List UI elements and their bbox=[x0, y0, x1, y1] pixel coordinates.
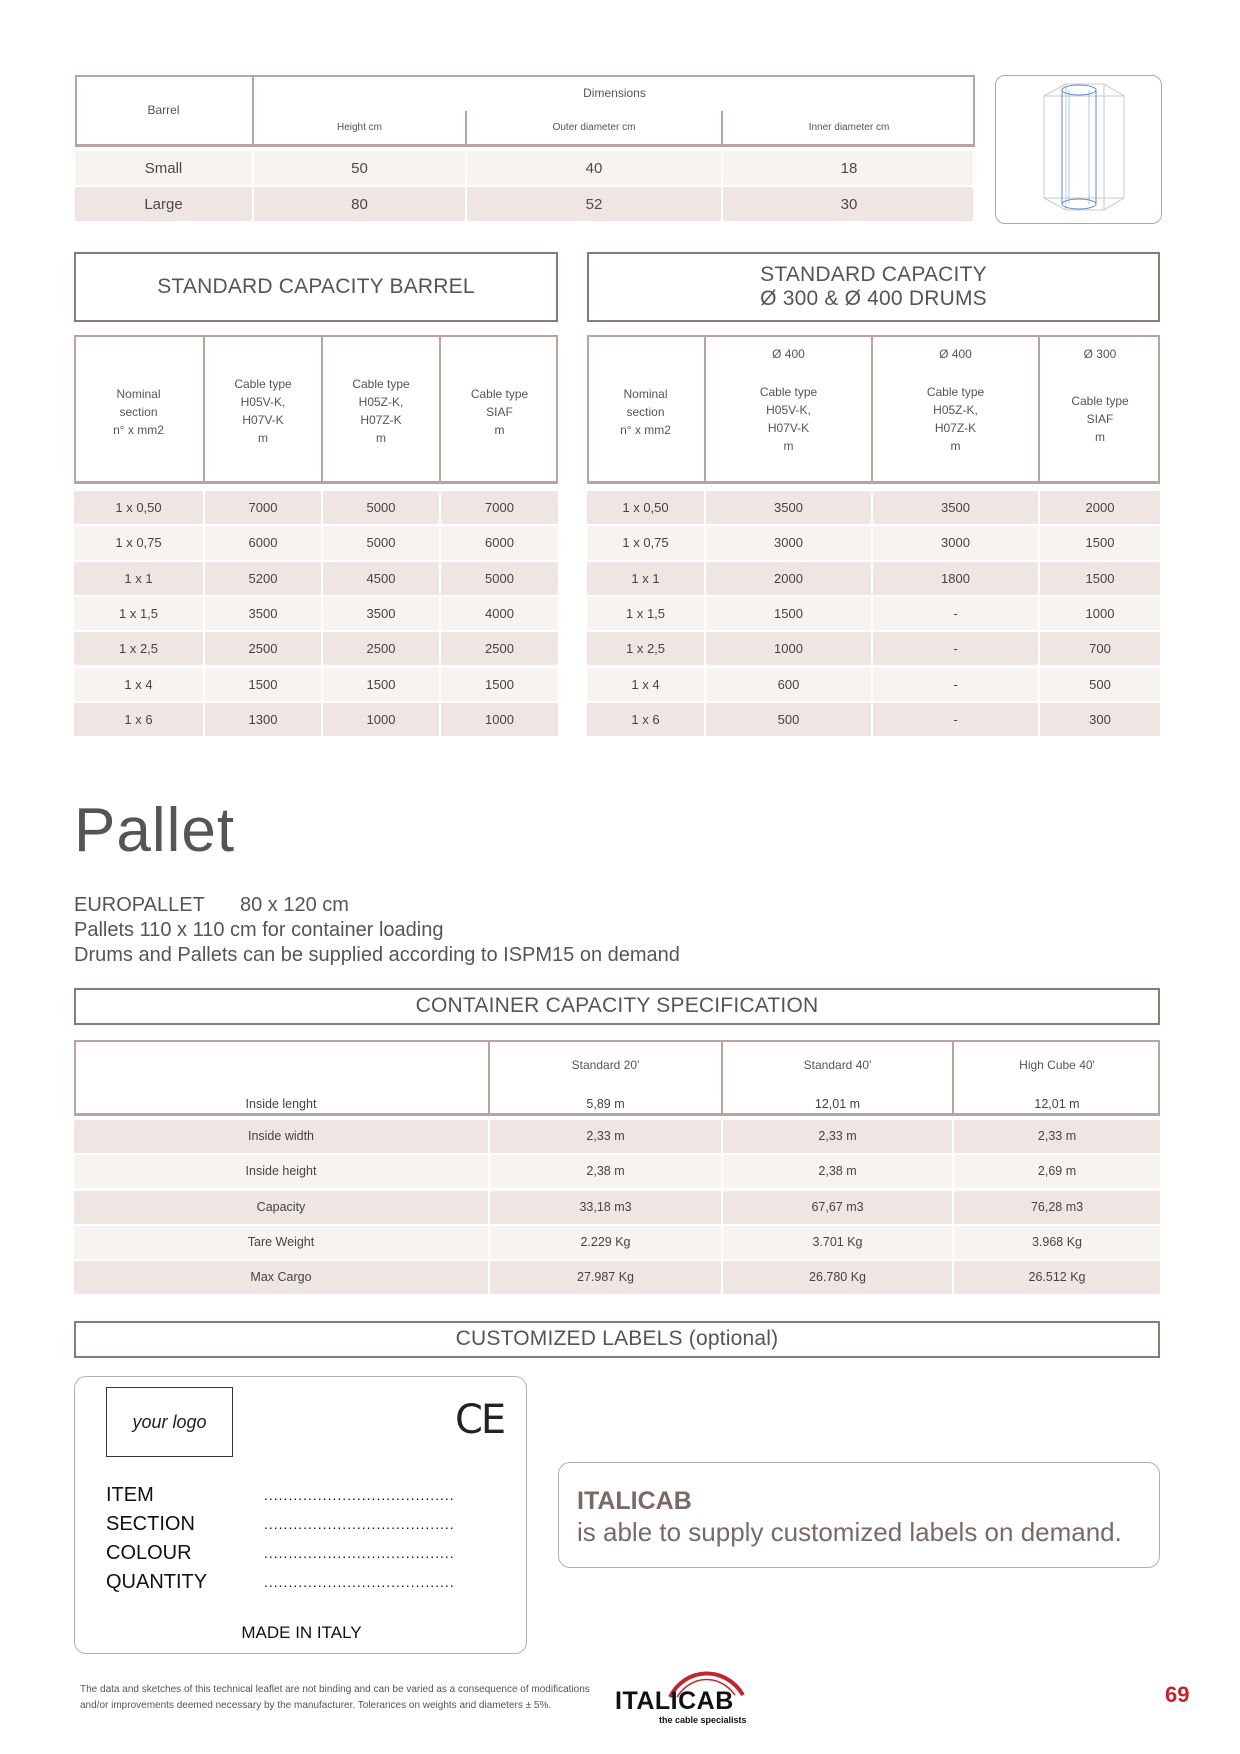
cell: 18 bbox=[840, 160, 858, 177]
label-field-row bbox=[106, 1568, 506, 1597]
header-line: H07Z-K bbox=[934, 421, 977, 435]
table-cell: 7000 bbox=[248, 500, 278, 515]
label-field-name: COLOUR bbox=[106, 1542, 192, 1564]
header-line: H07V-K bbox=[242, 413, 284, 427]
cell-divider bbox=[203, 632, 205, 665]
cell-divider bbox=[203, 562, 205, 595]
cell-divider bbox=[721, 1120, 723, 1153]
table-cell: 2,38 m bbox=[586, 1164, 625, 1179]
cell-divider bbox=[321, 491, 323, 524]
promo-text: is able to supply customized labels on demand. bbox=[577, 1517, 1122, 1547]
cell: 80 bbox=[351, 196, 368, 213]
table-cell: 2,38 m bbox=[818, 1164, 857, 1179]
europallet-label: EUROPALLET bbox=[74, 894, 205, 916]
pallet-line-3: Drums and Pallets can be supplied according to ISPM15 on demand bbox=[74, 944, 680, 966]
container-capacity-table bbox=[74, 1040, 1160, 1300]
cell-divider bbox=[203, 597, 205, 630]
cell-divider bbox=[704, 668, 706, 701]
cell-divider bbox=[203, 526, 205, 559]
drum-400-h05z-header bbox=[873, 345, 1038, 455]
header-line: SIAF bbox=[1086, 412, 1114, 426]
cell-divider bbox=[321, 632, 323, 665]
table-cell: 2,69 m bbox=[1037, 1164, 1077, 1179]
table-cell: 1800 bbox=[941, 570, 970, 586]
cell-divider bbox=[488, 1155, 490, 1188]
header-line: Cable type bbox=[1071, 394, 1129, 408]
nominal-section-header bbox=[74, 385, 203, 439]
title-optional: (optional) bbox=[688, 1327, 779, 1351]
title-text: STANDARD CAPACITY BARREL bbox=[157, 274, 475, 298]
logo-placeholder-text: your logo bbox=[132, 1411, 207, 1432]
table-cell: 2.229 Kg bbox=[580, 1234, 631, 1249]
table-cell: 26.512 Kg bbox=[1028, 1270, 1086, 1285]
table-cell: 1500 bbox=[1085, 570, 1115, 586]
label-field-dots: ....................................... bbox=[264, 1487, 455, 1503]
cell-divider bbox=[721, 1191, 723, 1224]
table-cell: 5000 bbox=[485, 570, 514, 586]
table-cell: 4500 bbox=[366, 570, 396, 586]
table-cell: Tare Weight bbox=[247, 1234, 315, 1249]
cell-divider bbox=[721, 1261, 723, 1294]
table-cell: 27.987 Kg bbox=[577, 1270, 634, 1285]
cell: Large bbox=[144, 196, 183, 213]
header-line: Cable type bbox=[759, 385, 818, 399]
standard-capacity-drums-title bbox=[587, 252, 1160, 322]
logo-wordmark: ITALICAB bbox=[615, 1687, 734, 1715]
drum-300-siaf-header bbox=[1040, 345, 1160, 446]
italicab-logo bbox=[615, 1665, 750, 1725]
cell-divider bbox=[1038, 703, 1040, 736]
table-cell: Inside width bbox=[247, 1129, 314, 1143]
table-cell: 1500 bbox=[1085, 535, 1115, 551]
table-cell: 6000 bbox=[248, 535, 278, 551]
table-cell: 5000 bbox=[366, 500, 396, 515]
header-line: m bbox=[1095, 430, 1105, 444]
cell-divider bbox=[203, 668, 205, 701]
cell-divider bbox=[439, 597, 441, 630]
label-field-name: SECTION bbox=[106, 1513, 195, 1535]
table-cell: 5200 bbox=[248, 570, 278, 586]
table-cell: 1000 bbox=[366, 711, 396, 727]
cell-divider bbox=[1038, 491, 1040, 524]
table-cell: 1 x 4 bbox=[631, 676, 660, 692]
table-cell: 1 x 0,50 bbox=[622, 500, 669, 515]
cell-divider bbox=[488, 1226, 490, 1259]
cable-type-siaf-header bbox=[441, 385, 558, 439]
cell-divider bbox=[952, 1155, 954, 1188]
cell: 30 bbox=[840, 196, 858, 213]
table-cell: 1 x 1 bbox=[124, 570, 153, 586]
cell-divider bbox=[488, 1191, 490, 1224]
header-line: m bbox=[783, 439, 794, 453]
cell-divider bbox=[952, 1226, 954, 1259]
table-cell: - bbox=[953, 676, 958, 692]
table-cell: 600 bbox=[777, 676, 800, 692]
table-cell: 12,01 m bbox=[814, 1097, 861, 1111]
table-cell: 33,18 m3 bbox=[579, 1199, 632, 1214]
table-cell: 2500 bbox=[366, 641, 396, 657]
table-cell: 2,33 m bbox=[586, 1129, 625, 1143]
title-line1: STANDARD CAPACITY bbox=[760, 262, 987, 286]
label-field-dots: ....................................... bbox=[264, 1574, 455, 1590]
italicab-promo-box bbox=[558, 1462, 1160, 1568]
label-field-row bbox=[106, 1539, 506, 1568]
header-line: n° x mm2 bbox=[620, 423, 671, 437]
table-cell: 3000 bbox=[774, 535, 803, 551]
container-capacity-title bbox=[74, 988, 1160, 1025]
europallet-value: 80 x 120 cm bbox=[239, 894, 349, 916]
table-cell: Inside lenght bbox=[245, 1097, 317, 1111]
cell-divider bbox=[439, 632, 441, 665]
pallet-heading: Pallet bbox=[74, 796, 236, 865]
barrel-capacity-table bbox=[74, 335, 558, 740]
cell-divider bbox=[871, 491, 873, 524]
cell-divider bbox=[871, 703, 873, 736]
table-cell: 1 x 0,75 bbox=[622, 535, 669, 551]
cell-divider bbox=[1038, 668, 1040, 701]
table-cell: 3000 bbox=[941, 535, 970, 551]
cell-divider bbox=[1038, 562, 1040, 595]
table-cell: Inside height bbox=[245, 1164, 317, 1179]
cell-divider bbox=[1038, 632, 1040, 665]
drums-capacity-table bbox=[587, 335, 1160, 740]
label-field-name: QUANTITY bbox=[106, 1571, 208, 1593]
label-field-row bbox=[106, 1481, 506, 1510]
sample-label-card bbox=[74, 1376, 527, 1654]
made-in-italy-text: MADE IN ITALY bbox=[241, 1623, 362, 1642]
table-cell: 1000 bbox=[485, 711, 514, 727]
cell-divider bbox=[871, 597, 873, 630]
cell-divider bbox=[321, 703, 323, 736]
cell-divider bbox=[321, 562, 323, 595]
table-cell: 7000 bbox=[485, 500, 514, 515]
header-line: Nominal bbox=[623, 387, 668, 401]
nominal-section-header bbox=[587, 385, 704, 439]
table-cell: 2000 bbox=[774, 570, 803, 586]
cell-divider bbox=[1038, 597, 1040, 630]
table-cell: 2,33 m bbox=[1037, 1129, 1077, 1143]
standard-40-header: Standard 40' bbox=[803, 1058, 872, 1072]
cell-divider bbox=[871, 526, 873, 559]
table-cell: 1 x 2,5 bbox=[625, 641, 666, 657]
disclaimer-line: The data and sketches of this technical leaflet are not binding and can be varied as a consequence of modifications bbox=[80, 1684, 590, 1695]
table-cell: 700 bbox=[1089, 641, 1111, 657]
cell-divider bbox=[704, 562, 706, 595]
cell-divider bbox=[704, 526, 706, 559]
cell-divider bbox=[952, 1261, 954, 1294]
table-cell: 1 x 2,5 bbox=[118, 641, 159, 657]
cell-divider bbox=[488, 1120, 490, 1153]
diameter-label: Ø 300 bbox=[1083, 347, 1117, 361]
diameter-label: Ø 400 bbox=[939, 347, 972, 361]
pallet-line-2: Pallets 110 x 110 cm for container loading bbox=[74, 919, 444, 941]
cell-divider bbox=[871, 562, 873, 595]
table-cell: 1 x 0,75 bbox=[115, 535, 162, 551]
cell-divider bbox=[952, 1120, 954, 1153]
table-cell: 1000 bbox=[774, 641, 803, 657]
cell-divider bbox=[321, 597, 323, 630]
barrel-dimensions-table bbox=[75, 75, 975, 225]
table-cell: 4000 bbox=[485, 605, 514, 621]
table-cell: 1 x 6 bbox=[124, 711, 153, 727]
barrel-col-header: Barrel bbox=[147, 103, 180, 117]
cell-divider bbox=[439, 562, 441, 595]
table-cell: 1 x 1,5 bbox=[625, 605, 666, 621]
diameter-label: Ø 400 bbox=[772, 347, 805, 361]
cell-divider bbox=[871, 668, 873, 701]
table-cell: Max Cargo bbox=[250, 1270, 312, 1285]
table-cell: 1 x 1,5 bbox=[118, 605, 159, 621]
cell-divider bbox=[439, 526, 441, 559]
table-cell: 5,89 m bbox=[586, 1097, 625, 1111]
cell: 40 bbox=[585, 160, 603, 177]
cell-divider bbox=[871, 632, 873, 665]
header-line: Cable type bbox=[470, 387, 529, 401]
europallet-line bbox=[74, 893, 680, 918]
cell-divider bbox=[704, 491, 706, 524]
cable-type-h05v-header bbox=[205, 375, 321, 447]
cell-divider bbox=[704, 632, 706, 665]
table-cell: 2500 bbox=[248, 641, 278, 657]
high-cube-40-header: High Cube 40' bbox=[1019, 1058, 1095, 1072]
inner-diameter-col-header: Inner diameter cm bbox=[808, 122, 890, 133]
cell-divider bbox=[439, 703, 441, 736]
label-field-dots: ....................................... bbox=[264, 1516, 455, 1532]
standard-capacity-barrel-title bbox=[74, 252, 558, 322]
table-cell: 500 bbox=[777, 711, 800, 727]
cell-divider bbox=[321, 668, 323, 701]
table-cell: 2500 bbox=[485, 641, 514, 657]
table-cell: 3.968 Kg bbox=[1031, 1234, 1083, 1249]
table-cell: 12,01 m bbox=[1034, 1097, 1080, 1111]
barrel-drawing bbox=[996, 76, 1163, 225]
header-line: Nominal bbox=[116, 387, 161, 401]
table-cell: 1000 bbox=[1085, 605, 1115, 621]
customized-labels-title bbox=[74, 1321, 1160, 1358]
cable-type-h05z-header bbox=[323, 375, 439, 447]
table-cell: 2000 bbox=[1085, 500, 1115, 515]
table-cell: - bbox=[953, 641, 958, 657]
cell-divider bbox=[704, 597, 706, 630]
header-line: section bbox=[119, 405, 158, 419]
table-cell: 1 x 1 bbox=[631, 570, 660, 586]
table-cell: 3500 bbox=[774, 500, 803, 515]
header-line: Cable type bbox=[926, 385, 985, 399]
header-line: Cable type bbox=[352, 377, 410, 391]
table-cell: 1500 bbox=[248, 676, 278, 692]
cell: 50 bbox=[351, 160, 368, 177]
table-cell: 1300 bbox=[248, 711, 278, 727]
header-line: H07V-K bbox=[767, 421, 810, 435]
cell: 52 bbox=[585, 196, 603, 213]
cell: Small bbox=[144, 160, 183, 177]
table-cell: 2,33 m bbox=[818, 1129, 857, 1143]
cell-divider bbox=[488, 1261, 490, 1294]
table-cell: 5000 bbox=[366, 535, 396, 551]
cell-divider bbox=[439, 668, 441, 701]
table-cell: 1500 bbox=[774, 605, 803, 621]
table-cell: 500 bbox=[1089, 676, 1111, 692]
header-line: H05Z-K, bbox=[358, 395, 404, 409]
table-cell: 1 x 4 bbox=[124, 676, 153, 692]
header-line: H05V-K, bbox=[240, 395, 286, 409]
standard-20-header: Standard 20' bbox=[571, 1058, 640, 1072]
disclaimer-line: and/or improvements deemed necessary by the manufacturer. Tolerances on weights and diameters ± 5%. bbox=[80, 1700, 552, 1711]
table-cell: 6000 bbox=[485, 535, 514, 551]
drum-400-h05v-header bbox=[706, 345, 871, 455]
cell-divider bbox=[203, 491, 205, 524]
cell-divider bbox=[704, 703, 706, 736]
label-field-dots: ....................................... bbox=[264, 1545, 455, 1561]
table-cell: 3500 bbox=[941, 500, 970, 515]
header-line: m bbox=[494, 423, 505, 437]
title-line2: Ø 300 & Ø 400 DRUMS bbox=[760, 287, 987, 310]
table-cell: 1 x 0,50 bbox=[115, 500, 162, 515]
barrel-sketch-image bbox=[995, 75, 1162, 224]
header-line: m bbox=[376, 431, 386, 445]
logo-placeholder-box bbox=[106, 1387, 233, 1457]
table-cell: 3.701 Kg bbox=[812, 1234, 863, 1249]
table-cell: 3500 bbox=[248, 605, 278, 621]
label-field-row bbox=[106, 1510, 506, 1539]
table-cell: 1 x 6 bbox=[631, 711, 660, 727]
label-field-name: ITEM bbox=[106, 1484, 154, 1506]
cell-divider bbox=[952, 1191, 954, 1224]
table-cell: 3500 bbox=[366, 605, 396, 621]
header-line: SIAF bbox=[486, 405, 513, 419]
cell-divider bbox=[721, 1226, 723, 1259]
header-line: m bbox=[258, 431, 268, 445]
promo-brand: ITALICAB bbox=[577, 1487, 692, 1515]
header-line: section bbox=[626, 405, 665, 419]
table-cell: - bbox=[953, 605, 958, 621]
header-line: m bbox=[950, 439, 961, 453]
logo-tagline: the cable specialists bbox=[659, 1715, 747, 1725]
outer-diameter-col-header: Outer diameter cm bbox=[552, 122, 636, 133]
header-line: H05V-K, bbox=[766, 403, 811, 417]
header-line: n° x mm2 bbox=[113, 423, 164, 437]
page-number: 69 bbox=[1165, 1682, 1190, 1707]
table-cell: 300 bbox=[1089, 711, 1111, 727]
table-cell: Capacity bbox=[256, 1199, 306, 1214]
header-line: Cable type bbox=[234, 377, 292, 391]
table-cell: - bbox=[953, 711, 958, 727]
table-cell: 67,67 m3 bbox=[811, 1199, 864, 1214]
title-text: CUSTOMIZED LABELS bbox=[455, 1327, 683, 1351]
cell-divider bbox=[1038, 526, 1040, 559]
height-col-header: Height cm bbox=[336, 122, 382, 133]
table-cell: 1500 bbox=[485, 676, 514, 692]
footer-disclaimer bbox=[80, 1682, 640, 1714]
table-cell: 26.780 Kg bbox=[809, 1270, 866, 1285]
cell-divider bbox=[439, 491, 441, 524]
cell-divider bbox=[721, 1155, 723, 1188]
header-line: H07Z-K bbox=[360, 413, 402, 427]
cell-divider bbox=[321, 526, 323, 559]
label-fields bbox=[106, 1481, 506, 1597]
dimensions-header: Dimensions bbox=[583, 86, 646, 100]
cell-divider bbox=[203, 703, 205, 736]
pallet-info bbox=[74, 893, 680, 968]
header-line: H05Z-K, bbox=[933, 403, 978, 417]
table-cell: 76,28 m3 bbox=[1030, 1199, 1084, 1214]
table-cell: 1500 bbox=[366, 676, 396, 692]
ce-mark-icon: CE bbox=[455, 1397, 505, 1443]
title-text: CONTAINER CAPACITY SPECIFICATION bbox=[415, 994, 819, 1018]
